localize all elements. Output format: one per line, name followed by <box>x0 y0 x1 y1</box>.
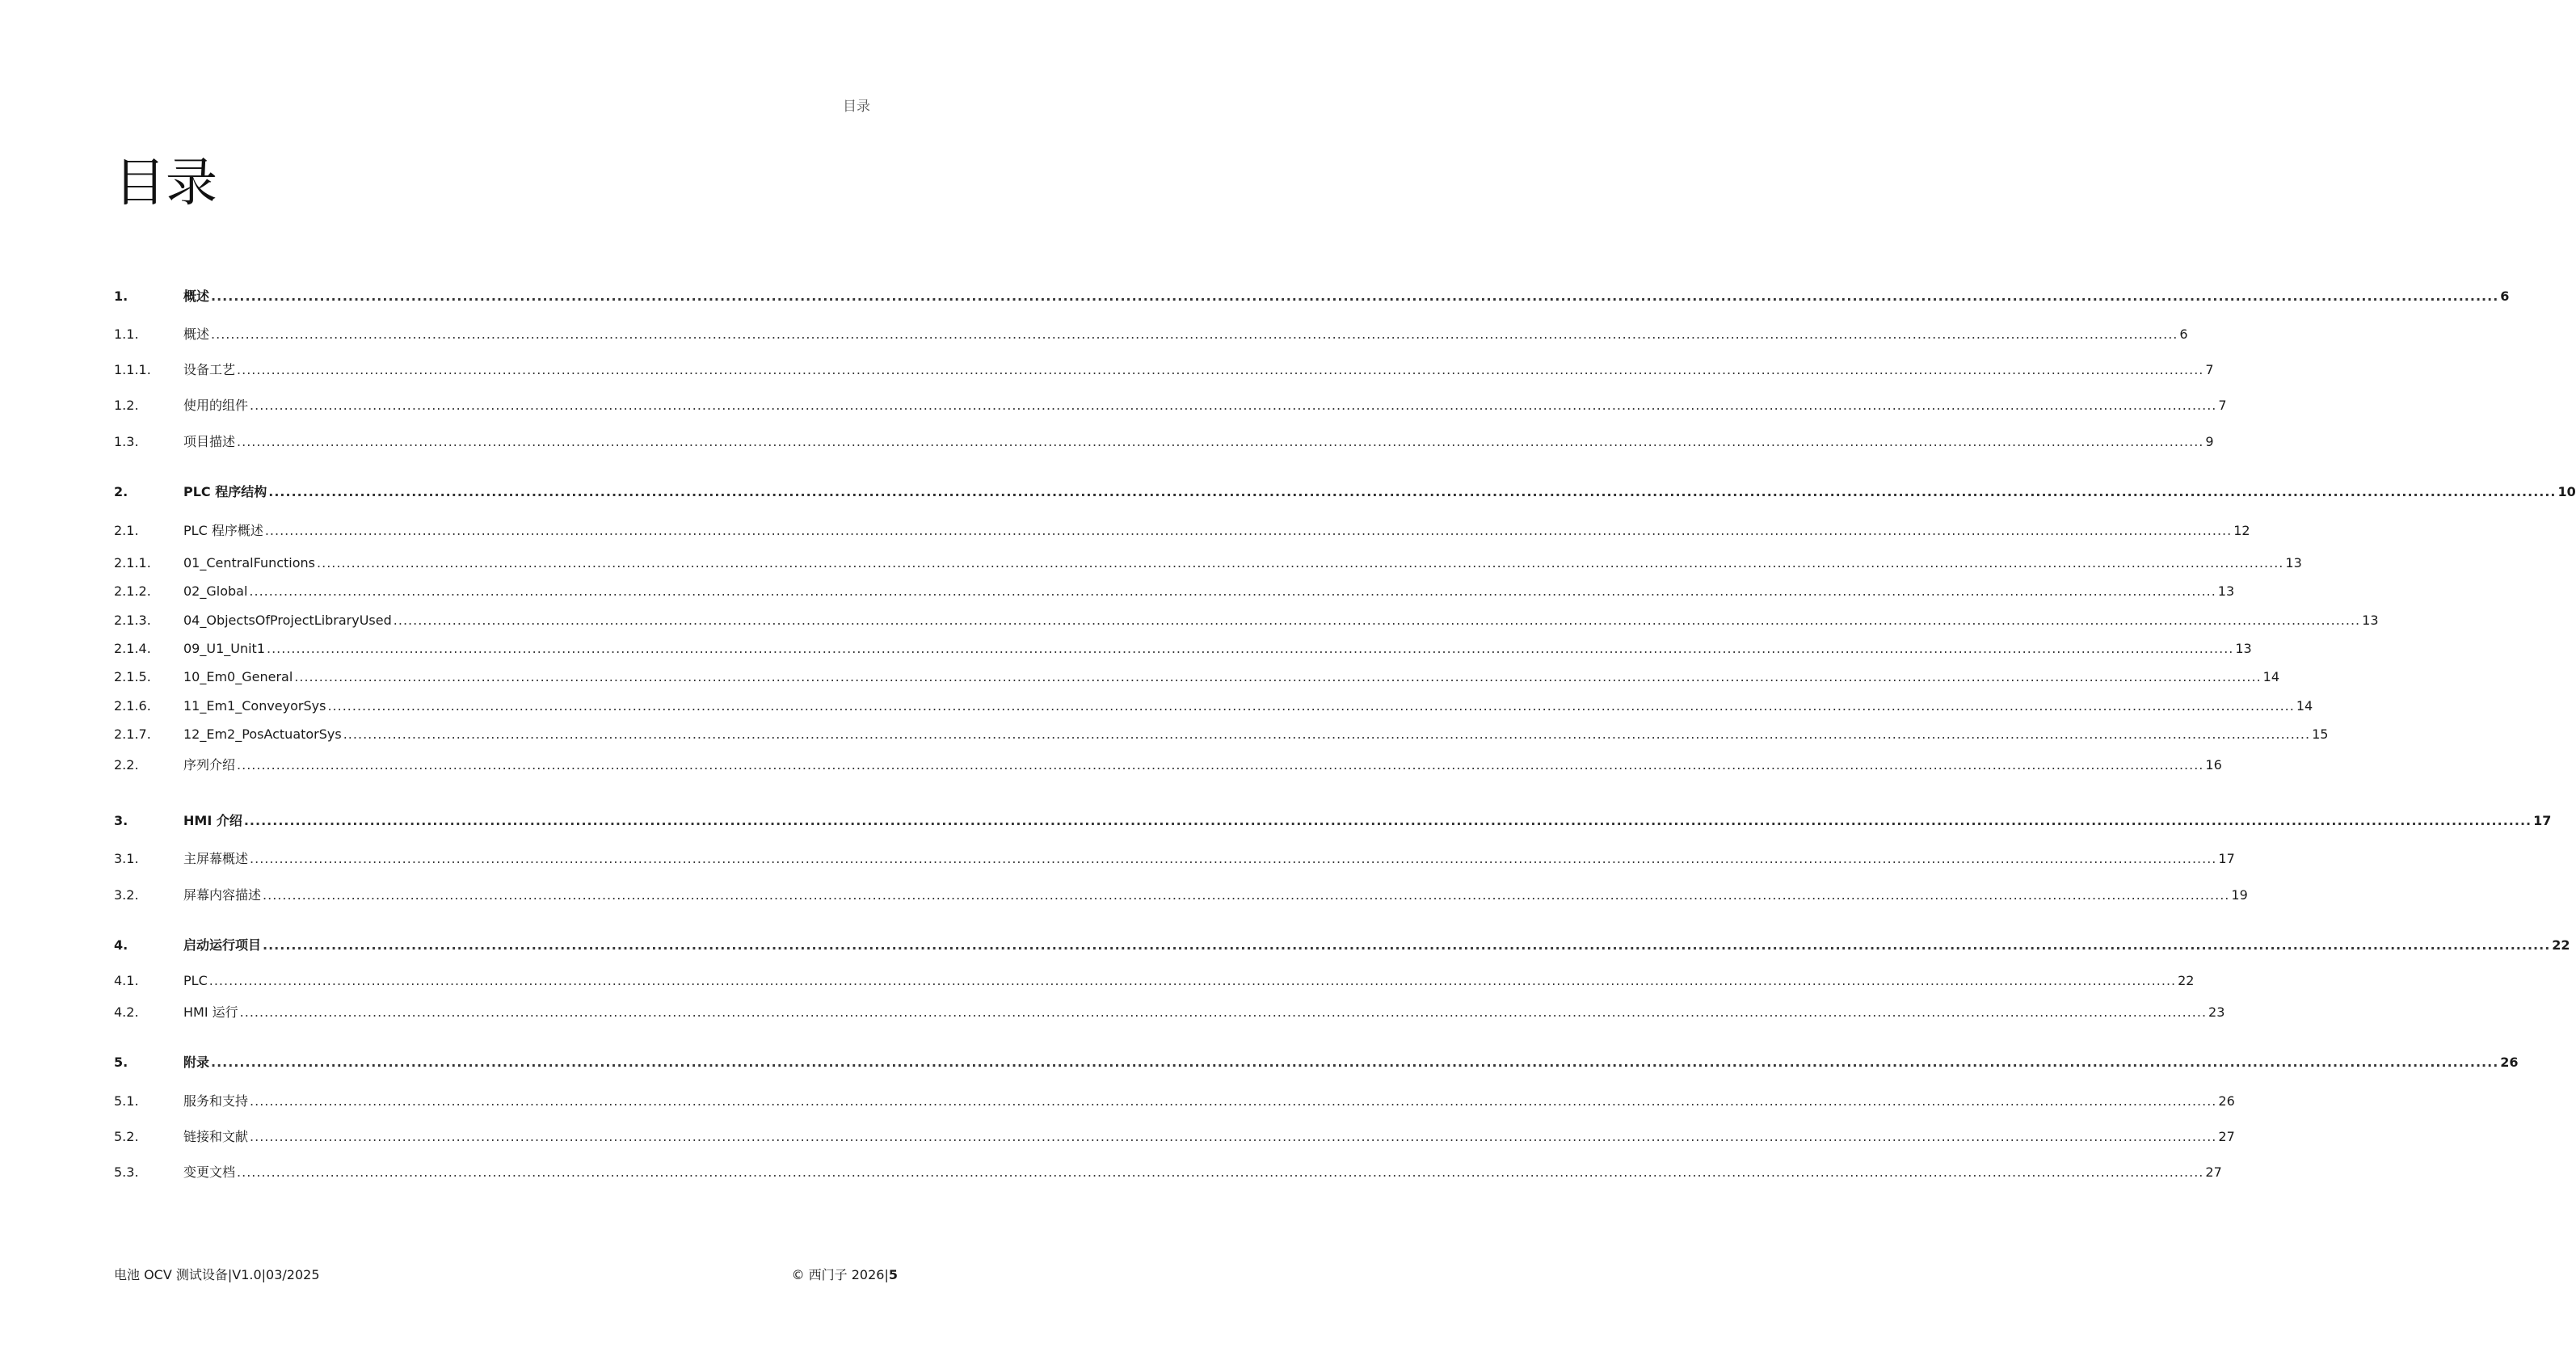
toc-entry-number: 2.1.2. <box>114 583 151 599</box>
toc-entry-page: 17 <box>2533 813 2552 828</box>
toc-entry-title: 序列介绍 <box>183 757 236 773</box>
toc-entry-page: 16 <box>2205 757 2222 773</box>
toc-entry-page: 26 <box>2218 1093 2235 1109</box>
toc-entry-number: 4.2. <box>114 1004 139 1020</box>
toc-entry-page: 15 <box>2312 726 2329 742</box>
toc-entry-number: 5.3. <box>114 1164 139 1180</box>
toc-entry-page: 13 <box>2235 641 2252 656</box>
toc-entry[interactable] <box>114 1092 2235 1111</box>
toc-entry[interactable] <box>114 886 2248 905</box>
toc-entry[interactable] <box>114 811 2552 831</box>
toc-entry-title: PLC <box>183 973 208 988</box>
toc-dot-leader: ................................................................................................................................................................................................................................................................................................................................................................................................................ <box>211 1055 2499 1070</box>
toc-entry-page: 12 <box>2233 523 2250 538</box>
toc-entry-title: PLC 程序概述 <box>183 523 263 538</box>
toc-entry-number: 5.1. <box>114 1093 139 1109</box>
toc-entry-page: 13 <box>2285 555 2302 571</box>
toc-entry[interactable] <box>114 1003 2225 1022</box>
toc-entry-page: 17 <box>2218 851 2235 866</box>
toc-entry[interactable] <box>114 936 2570 955</box>
toc-entry[interactable] <box>114 325 2188 344</box>
page-title: 目录 <box>114 154 217 213</box>
toc-dot-leader: ................................................................................................................................................................................................................................................................................................................................................................................................................ <box>250 851 2217 866</box>
toc-entry-number: 2.1.5. <box>114 669 151 684</box>
toc-entry[interactable] <box>114 582 2235 601</box>
toc-dot-leader: ................................................................................................................................................................................................................................................................................................................................................................................................................ <box>243 813 2532 828</box>
toc-entry-title: 屏幕内容描述 <box>183 887 262 903</box>
toc-entry-title: 01_CentralFunctions <box>183 555 316 571</box>
toc-entry-title: 链接和文献 <box>183 1129 249 1144</box>
toc-dot-leader: ................................................................................................................................................................................................................................................................................................................................................................................................................ <box>263 937 2551 953</box>
toc-entry-page: 22 <box>2178 973 2195 988</box>
toc-entry[interactable] <box>114 639 2252 659</box>
toc-dot-leader: ................................................................................................................................................................................................................................................................................................................................................................................................................ <box>250 1093 2217 1109</box>
toc-entry-number: 1.2. <box>114 398 139 413</box>
toc-entry-page: 22 <box>2552 937 2570 953</box>
toc-entry-title: 设备工艺 <box>183 362 236 377</box>
toc-entry-number: 3.2. <box>114 887 139 903</box>
toc-entry-title: HMI 运行 <box>183 1004 238 1020</box>
toc-entry-title: 服务和支持 <box>183 1093 249 1109</box>
toc-entry-title: 概述 <box>183 288 210 304</box>
toc-entry[interactable] <box>114 432 2214 452</box>
toc-dot-leader: ................................................................................................................................................................................................................................................................................................................................................................................................................ <box>237 757 2204 773</box>
toc-entry[interactable] <box>114 1127 2235 1147</box>
footer-copyright <box>792 1265 898 1283</box>
toc-entry-number: 3. <box>114 813 128 828</box>
toc-dot-leader: ................................................................................................................................................................................................................................................................................................................................................................................................................ <box>264 523 2233 538</box>
toc-dot-leader: ................................................................................................................................................................................................................................................................................................................................................................................................................ <box>237 362 2204 377</box>
toc-entry-number: 2.2. <box>114 757 139 773</box>
toc-entry[interactable] <box>114 521 2250 541</box>
toc-entry-number: 2.1.7. <box>114 726 151 742</box>
toc-entry-number: 2.1. <box>114 523 139 538</box>
toc-entry-title: 附录 <box>183 1055 210 1070</box>
toc-dot-leader: ................................................................................................................................................................................................................................................................................................................................................................................................................ <box>211 326 2178 342</box>
toc-dot-leader: ................................................................................................................................................................................................................................................................................................................................................................................................................ <box>343 726 2311 742</box>
toc-entry-page: 13 <box>2217 583 2235 599</box>
toc-entry-number: 2.1.1. <box>114 555 151 571</box>
toc-entry-title: 项目描述 <box>183 434 236 449</box>
toc-entry-page: 6 <box>2179 326 2188 342</box>
toc-entry[interactable] <box>114 554 2302 573</box>
toc-entry[interactable] <box>114 1053 2519 1072</box>
toc-dot-leader: ................................................................................................................................................................................................................................................................................................................................................................................................................ <box>317 555 2284 571</box>
toc-entry[interactable] <box>114 849 2235 869</box>
toc-dot-leader: ................................................................................................................................................................................................................................................................................................................................................................................................................ <box>393 613 2361 628</box>
toc-entry-number: 2.1.3. <box>114 613 151 628</box>
toc-entry-number: 1.1.1. <box>114 362 151 377</box>
toc-entry-page: 6 <box>2500 288 2510 304</box>
toc-entry[interactable] <box>114 697 2313 716</box>
toc-dot-leader: ................................................................................................................................................................................................................................................................................................................................................................................................................ <box>237 434 2204 449</box>
toc-entry-title: 主屏幕概述 <box>183 851 249 866</box>
toc-entry[interactable] <box>114 360 2214 380</box>
toc-entry[interactable] <box>114 725 2329 744</box>
toc-dot-leader: ................................................................................................................................................................................................................................................................................................................................................................................................................ <box>268 484 2557 499</box>
toc-entry-title: 变更文档 <box>183 1164 236 1180</box>
toc-dot-leader: ................................................................................................................................................................................................................................................................................................................................................................................................................ <box>249 583 2216 599</box>
toc-entry-page: 13 <box>2362 613 2379 628</box>
toc-entry-number: 5. <box>114 1055 128 1070</box>
toc-entry[interactable] <box>114 611 2379 630</box>
toc-entry-page: 26 <box>2500 1055 2519 1070</box>
toc-entry-number: 5.2. <box>114 1129 139 1144</box>
toc-entry-title: 使用的组件 <box>183 398 249 413</box>
toc-entry[interactable] <box>114 287 2510 306</box>
copyright-text: © 西门子 2026| <box>791 1267 889 1282</box>
toc-entry-number: 3.1. <box>114 851 139 866</box>
toc-entry-title: 启动运行项目 <box>183 937 262 953</box>
toc-dot-leader: ................................................................................................................................................................................................................................................................................................................................................................................................................ <box>211 288 2499 304</box>
toc-dot-leader: ................................................................................................................................................................................................................................................................................................................................................................................................................ <box>294 669 2262 684</box>
toc-dot-leader: ................................................................................................................................................................................................................................................................................................................................................................................................................ <box>237 1164 2204 1180</box>
toc-entry-number: 1.1. <box>114 326 139 342</box>
toc-entry-number: 2. <box>114 484 128 499</box>
page-number: 5 <box>888 1267 898 1282</box>
running-header: 目录 <box>843 99 870 115</box>
toc-entry-title: 10_Em0_General <box>183 669 293 684</box>
toc-entry-page: 7 <box>2218 398 2227 413</box>
toc-entry[interactable] <box>114 482 2576 502</box>
toc-dot-leader: ................................................................................................................................................................................................................................................................................................................................................................................................................ <box>327 698 2295 714</box>
toc-entry-title: 11_Em1_ConveyorSys <box>183 698 326 714</box>
toc-entry-page: 27 <box>2218 1129 2235 1144</box>
toc-entry-page: 9 <box>2205 434 2214 449</box>
toc-dot-leader: ................................................................................................................................................................................................................................................................................................................................................................................................................ <box>263 887 2230 903</box>
toc-entry-title: 02_Global <box>183 583 248 599</box>
footer-doc-info: 电池 OCV 测试设备|V1.0|03/2025 <box>114 1267 320 1282</box>
toc-entry-page: 19 <box>2231 887 2248 903</box>
toc-entry-number: 4.1. <box>114 973 139 988</box>
toc-dot-leader: ................................................................................................................................................................................................................................................................................................................................................................................................................ <box>239 1004 2208 1020</box>
toc-entry-page: 27 <box>2205 1164 2222 1180</box>
toc-entry[interactable] <box>114 667 2280 687</box>
toc-dot-leader: ................................................................................................................................................................................................................................................................................................................................................................................................................ <box>267 641 2234 656</box>
toc-entry[interactable] <box>114 756 2222 775</box>
toc-entry-title: HMI 介绍 <box>183 813 242 828</box>
toc-entry-page: 7 <box>2205 362 2214 377</box>
toc-entry-title: 概述 <box>183 326 210 342</box>
toc-dot-leader: ................................................................................................................................................................................................................................................................................................................................................................................................................ <box>208 973 2177 988</box>
toc-entry-page: 10 <box>2557 484 2576 499</box>
toc-entry-number: 2.1.4. <box>114 641 151 656</box>
toc-entry-page: 14 <box>2262 669 2280 684</box>
toc-entry-number: 1. <box>114 288 128 304</box>
toc-dot-leader: ................................................................................................................................................................................................................................................................................................................................................................................................................ <box>250 398 2217 413</box>
toc-entry-title: 12_Em2_PosActuatorSys <box>183 726 342 742</box>
toc-entry[interactable] <box>114 971 2195 991</box>
toc-entry-title: 09_U1_Unit1 <box>183 641 265 656</box>
toc-dot-leader: ................................................................................................................................................................................................................................................................................................................................................................................................................ <box>250 1129 2217 1144</box>
toc-entry-page: 23 <box>2208 1004 2225 1020</box>
toc-entry-number: 4. <box>114 937 128 953</box>
toc-entry[interactable] <box>114 396 2227 415</box>
toc-entry-title: PLC 程序结构 <box>183 484 267 499</box>
toc-entry-number: 1.3. <box>114 434 139 449</box>
toc-entry-number: 2.1.6. <box>114 698 151 714</box>
toc-entry-title: 04_ObjectsOfProjectLibraryUsed <box>183 613 392 628</box>
toc-entry-page: 14 <box>2296 698 2313 714</box>
toc-entry[interactable] <box>114 1163 2222 1182</box>
